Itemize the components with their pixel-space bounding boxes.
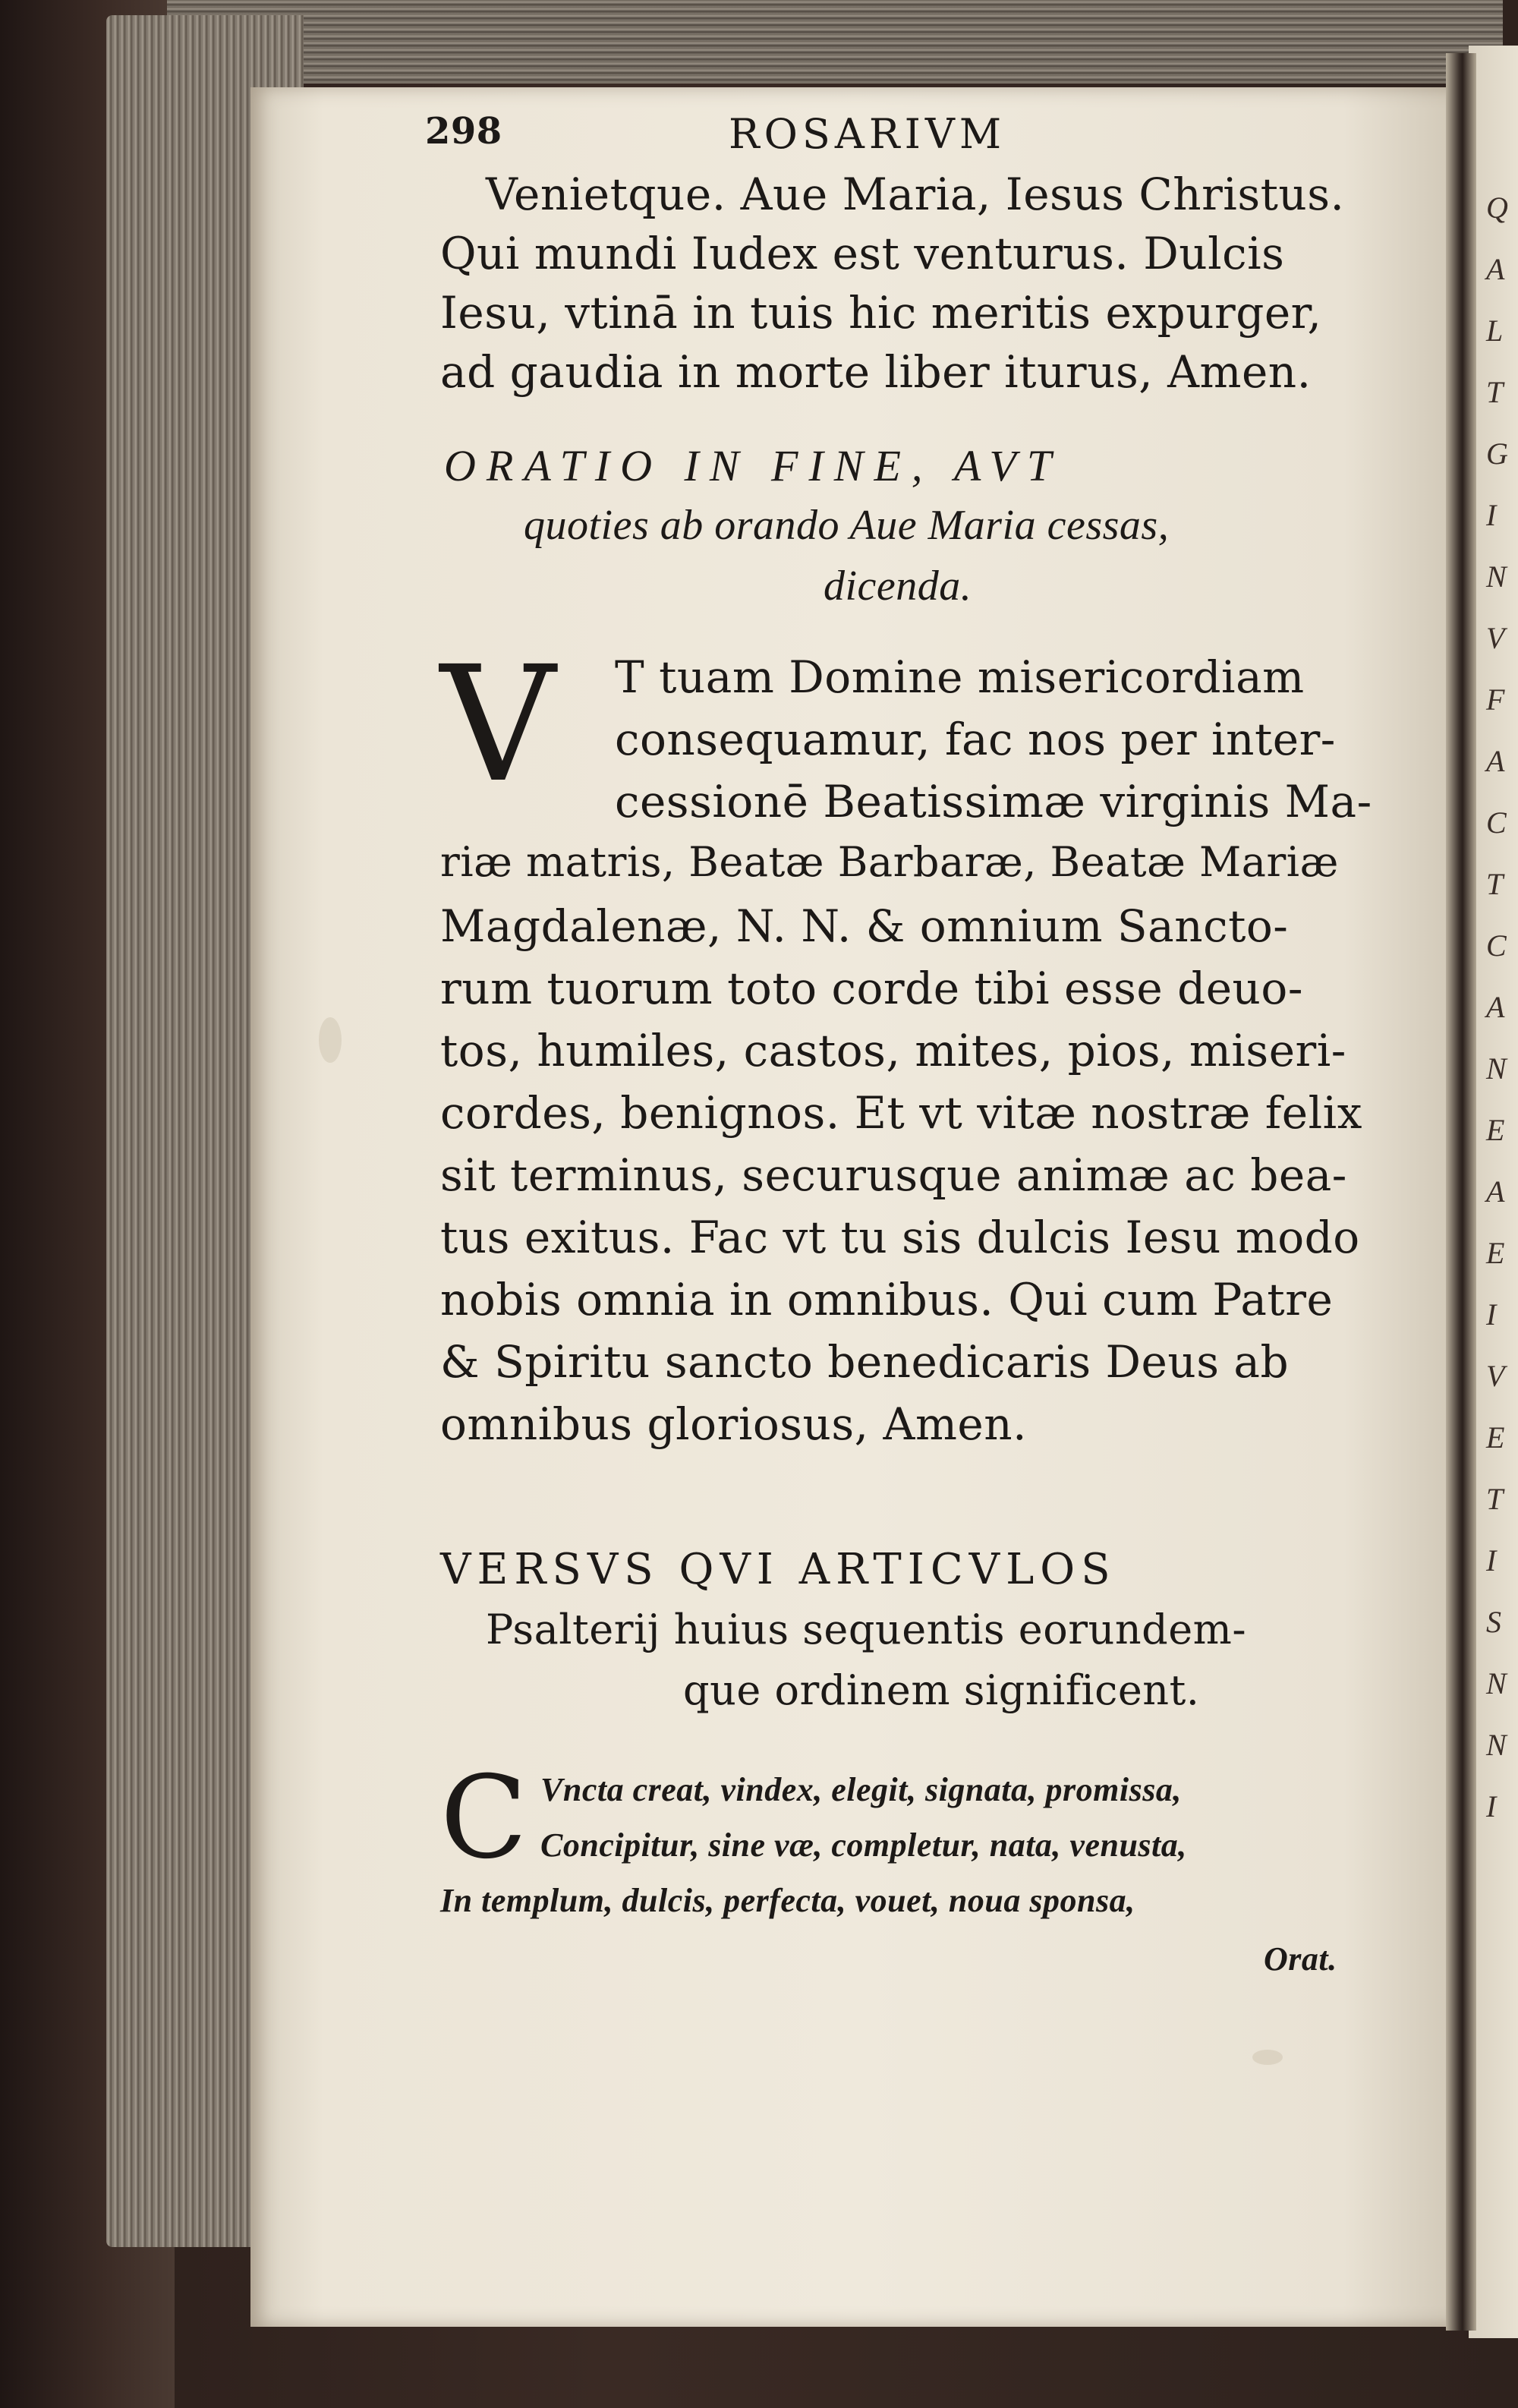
body-line: ad gaudia in morte liber iturus, Amen. <box>440 346 1312 398</box>
drop-cap-v: V <box>440 632 556 818</box>
verse-line: Vncta creat, vindex, elegit, signata, promissa, <box>540 1771 1182 1808</box>
facing-page-letter: I <box>1486 1297 1497 1332</box>
facing-page-letter: E <box>1486 1420 1505 1455</box>
body-line: rum tuorum toto corde tibi esse deuo- <box>440 963 1303 1014</box>
section-heading: ORATIO IN FINE, AVT <box>444 441 1063 490</box>
body-line: & Spiritu sancto benedicaris Deus ab <box>440 1336 1290 1388</box>
page-number: 298 <box>425 110 502 153</box>
paper-stain <box>319 1017 342 1063</box>
section-heading-sub: quoties ab orando Aue Maria cessas, <box>524 502 1170 549</box>
body-line: riæ matris, Beatæ Barbaræ, Beatæ Mariæ <box>440 838 1339 886</box>
section-heading: VERSVS QVI ARTICVLOS <box>440 1545 1116 1594</box>
facing-page-letter: I <box>1486 498 1497 532</box>
facing-page-letter: N <box>1486 1666 1507 1700</box>
facing-page-letter: T <box>1486 1482 1504 1516</box>
facing-page-letter: V <box>1486 1359 1505 1393</box>
body-line: sit terminus, securusque animæ ac bea- <box>440 1149 1347 1201</box>
running-title: ROSARIVM <box>729 110 1006 158</box>
facing-page-letter: A <box>1486 744 1505 778</box>
section-heading-sub: Psalterij huius sequentis eorundem- <box>486 1606 1247 1653</box>
catchword: Orat. <box>1264 1940 1337 1978</box>
body-line: cessionē Beatissimæ virginis Ma- <box>615 776 1372 827</box>
body-line: omnibus gloriosus, Amen. <box>440 1398 1028 1450</box>
facing-page-letter: A <box>1486 1174 1505 1209</box>
facing-page-letter: A <box>1486 990 1505 1024</box>
drop-cap-c: C <box>440 1752 528 1884</box>
facing-page-letter: C <box>1486 805 1507 840</box>
section-heading-sub: dicenda. <box>824 563 972 610</box>
facing-page-letter: N <box>1486 1728 1507 1762</box>
page <box>250 87 1465 2327</box>
facing-page-letter: A <box>1486 252 1505 286</box>
facing-page-letter: I <box>1486 1543 1497 1577</box>
book-gutter <box>1446 53 1476 2331</box>
verse-line: In templum, dulcis, perfecta, vouet, noua sponsa, <box>440 1882 1135 1919</box>
facing-page-letter: L <box>1486 314 1504 348</box>
body-line: T tuam Domine misericordiam <box>615 651 1305 703</box>
body-line: nobis omnia in omnibus. Qui cum Patre <box>440 1274 1334 1325</box>
body-line: tos, humiles, castos, mites, pios, miseri- <box>440 1025 1346 1076</box>
page-edges-top <box>167 0 1503 84</box>
body-line: consequamur, fac nos per inter- <box>615 714 1336 765</box>
body-line: Iesu, vtinā in tuis hic meritis expurger, <box>440 287 1322 339</box>
facing-page-letter: E <box>1486 1113 1505 1147</box>
facing-page-letter: T <box>1486 867 1504 901</box>
facing-page-letter: N <box>1486 1051 1507 1086</box>
facing-page-letter: N <box>1486 559 1507 594</box>
facing-page-letter: F <box>1486 682 1505 717</box>
body-line: Magdalenæ, N. N. & omnium Sancto- <box>440 900 1289 952</box>
section-heading-sub: que ordinem significent. <box>683 1666 1200 1714</box>
facing-page-letter: Q <box>1486 191 1508 225</box>
body-line: tus exitus. Fac vt tu sis dulcis Iesu modo <box>440 1212 1360 1263</box>
facing-page-letter: S <box>1486 1605 1501 1639</box>
facing-page-letter: V <box>1486 621 1505 655</box>
verse-line: Concipitur, sine væ, completur, nata, venusta, <box>540 1826 1187 1864</box>
body-line: Qui mundi Iudex est venturus. Dulcis <box>440 228 1285 279</box>
body-line: Venietque. Aue Maria, Iesus Christus. <box>486 169 1345 220</box>
facing-page-letter: G <box>1486 437 1508 471</box>
facing-page-letter: I <box>1486 1789 1497 1823</box>
paper-stain <box>1252 2050 1283 2065</box>
facing-page-letter: E <box>1486 1236 1505 1270</box>
facing-page-letter: C <box>1486 928 1507 963</box>
facing-page-letter: T <box>1486 375 1504 409</box>
body-line: cordes, benignos. Et vt vitæ nostræ felix <box>440 1087 1362 1139</box>
